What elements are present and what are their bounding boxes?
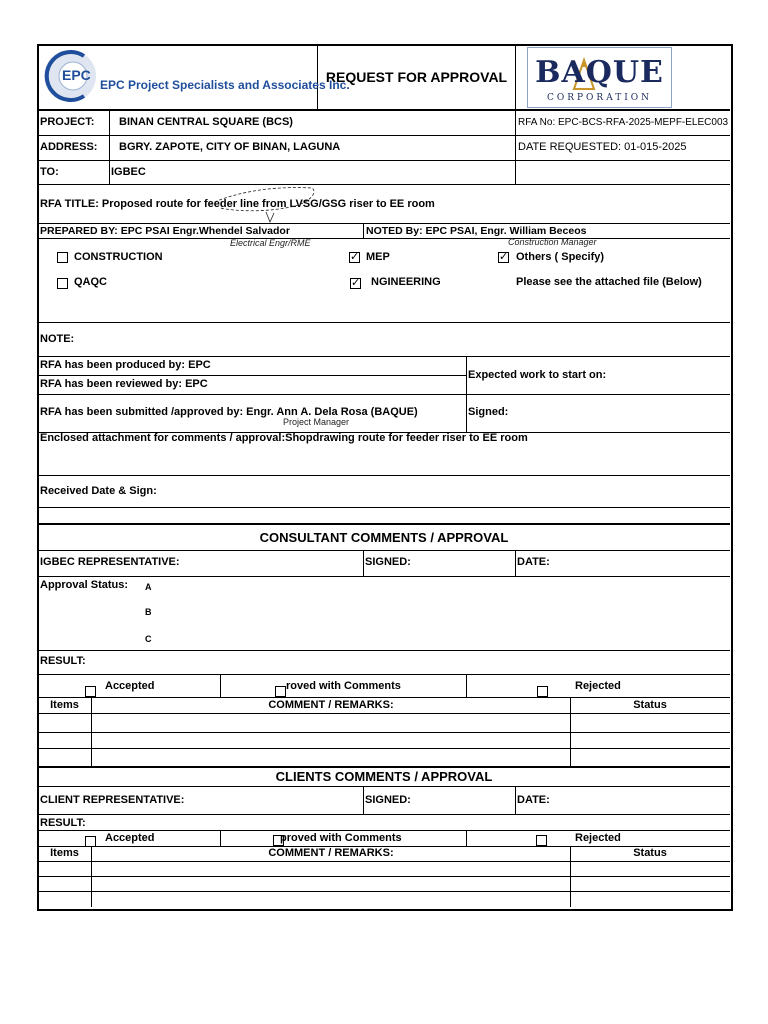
address-value: BGRY. ZAPOTE, CITY OF BINAN, LAGUNA [119, 141, 341, 153]
date-requested: DATE REQUESTED: 01-015-2025 [518, 141, 687, 153]
client-rep-label: CLIENT REPRESENTATIVE: [40, 794, 185, 806]
consultant-rejected-checkbox[interactable] [537, 686, 548, 697]
to-value: IGBEC [111, 166, 146, 178]
baque-logo [527, 47, 672, 108]
reviewed-by: RFA has been reviewed by: EPC [40, 378, 208, 390]
client-result-label: RESULT: [40, 817, 86, 829]
baque-logo-sub: CORPORATION [546, 93, 653, 103]
construction-checkbox[interactable] [57, 252, 68, 263]
rfa-number: RFA No: EPC-BCS-RFA-2025-MEPF-ELEC003 [518, 117, 729, 128]
others-note: Please see the attached file (Below) [516, 276, 702, 288]
engineering-checkbox[interactable] [350, 278, 361, 289]
consultant-rep-label: IGBEC REPRESENTATIVE: [40, 556, 180, 568]
construction-label: CONSTRUCTION [74, 251, 163, 263]
document-title: REQUEST FOR APPROVAL [325, 69, 508, 85]
company-name: EPC Project Specialists and Associates Inc. [100, 78, 350, 92]
consultant-remarks-column: COMMENT / REMARKS: [268, 699, 394, 711]
others-label: Others ( Specify) [516, 251, 605, 263]
prepared-by: PREPARED BY: EPC PSAI Engr.Whendel Salvador [40, 225, 290, 237]
client-status-column: Status [633, 847, 667, 859]
client-accepted-checkbox[interactable] [85, 836, 96, 847]
others-checkbox[interactable] [498, 252, 509, 263]
received-date-sign: Received Date & Sign: [40, 485, 157, 497]
consultant-signed-label: SIGNED: [365, 556, 411, 568]
to-label: TO: [40, 166, 59, 178]
produced-by: RFA has been produced by: EPC [40, 359, 211, 371]
client-date-label: DATE: [517, 794, 550, 806]
baque-logo-name: BAQUE [535, 55, 664, 90]
signed-label: Signed: [468, 406, 509, 418]
rfa-title: RFA TITLE: Proposed route for feeder line from LVSG/GSG riser to EE room [40, 198, 435, 210]
approval-status-label: Approval Status: [40, 579, 129, 591]
consultant-accepted-checkbox[interactable] [85, 686, 96, 697]
consultant-date-label: DATE: [517, 556, 550, 568]
approval-status-a: A [145, 582, 152, 592]
epc-logo-letters: EPC [62, 67, 91, 83]
noted-by-role: Construction Manager [508, 237, 597, 247]
mep-label: MEP [366, 251, 390, 263]
epc-logo [40, 48, 102, 104]
client-approved-comments-label: proved with Comments [280, 832, 402, 844]
prepared-by-role: Electrical Engr/RME [230, 238, 311, 248]
client-signed-label: SIGNED: [365, 794, 411, 806]
consultant-accepted-label: Accepted [105, 680, 155, 692]
note-label: NOTE: [40, 333, 75, 345]
consultant-result-label: RESULT: [40, 655, 86, 667]
client-rejected-label: Rejected [575, 832, 621, 844]
project-label: PROJECT: [40, 116, 95, 128]
consultant-rejected-label: Rejected [575, 680, 621, 692]
client-rejected-checkbox[interactable] [536, 835, 547, 846]
approval-status-b: B [145, 607, 152, 617]
expected-start: Expected work to start on: [468, 369, 607, 381]
client-remarks-column: COMMENT / REMARKS: [268, 847, 394, 859]
qaqc-checkbox[interactable] [57, 278, 68, 289]
clients-heading: CLIENTS COMMENTS / APPROVAL [275, 769, 493, 784]
enclosed-attachment: Enclosed attachment for comments / approval:Shopdrawing route for feeder riser to EE room [40, 432, 528, 444]
address-label: ADDRESS: [40, 141, 98, 153]
submitted-by-role: Project Manager [283, 417, 350, 427]
consultant-approved-comments-label: roved with Comments [286, 680, 401, 692]
engineering-label: NGINEERING [371, 276, 441, 288]
client-items-column: Items [50, 847, 79, 859]
project-value: BINAN CENTRAL SQUARE (BCS) [119, 116, 293, 128]
consultant-approved-comments-checkbox[interactable] [275, 686, 286, 697]
qaqc-label: QAQC [74, 276, 107, 288]
client-accepted-label: Accepted [105, 832, 155, 844]
consultant-status-column: Status [633, 699, 667, 711]
consultant-heading: CONSULTANT COMMENTS / APPROVAL [259, 530, 509, 545]
consultant-items-column: Items [50, 699, 79, 711]
mep-checkbox[interactable] [349, 252, 360, 263]
approval-status-c: C [145, 634, 152, 644]
noted-by: NOTED By: EPC PSAI, Engr. William Beceos [366, 225, 587, 237]
submitted-by: RFA has been submitted /approved by: Engr. Ann A. Dela Rosa (BAQUE) [40, 406, 418, 418]
